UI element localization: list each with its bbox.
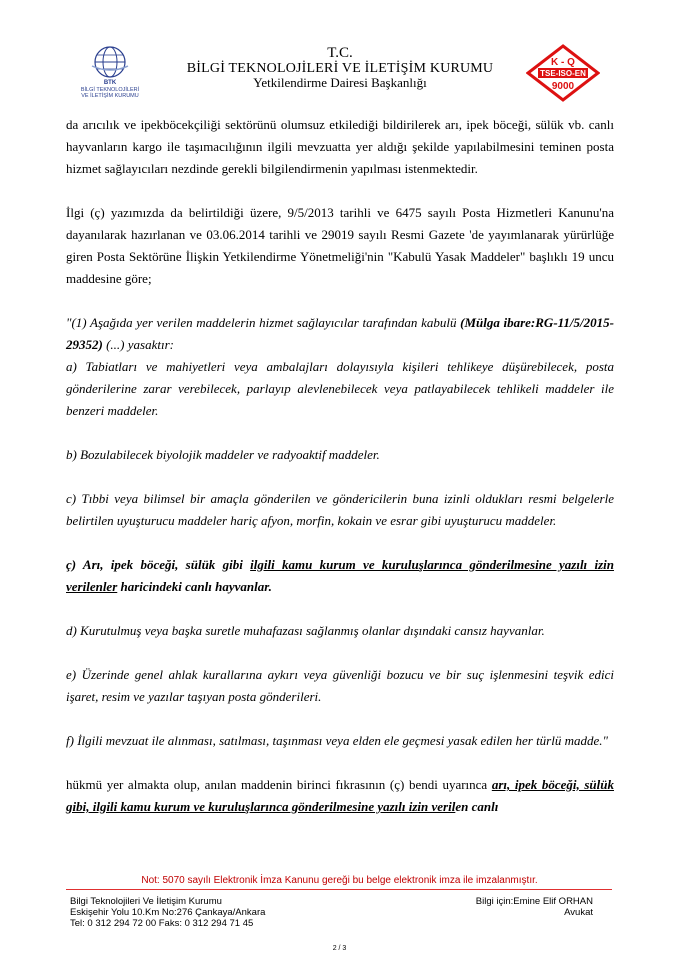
kq-mid: TSE-ISO-EN: [540, 69, 586, 78]
footer-divider: [66, 889, 612, 890]
item-cc-c: haricindeki canlı hayvanlar.: [117, 579, 272, 594]
header-institution: BİLGİ TEKNOLOJİLERİ VE İLETİŞİM KURUMU: [186, 61, 494, 76]
item-a: a) Tabiatları ve mahiyetleri veya ambalajları dolayısıyla kişileri tehlikeye düşürebilecek, posta gönderilerine zarar verebilecek, parlayıp alevlenebilecek veya patlayabilecek tehlikeli maddeler ile benzeri maddeler.: [66, 359, 614, 418]
item-e: e) Üzerinde genel ahlak kurallarına aykırı veya güvenliği bozucu ve bir suç işlenmesini teşvik edici işaret, resim ve yazılar taşıyan posta gönderileri.: [66, 667, 614, 704]
item-cc-b: ilgili kamu kurum ve kuruluşlarınca gönderilmesine yazılı izin verilenler: [66, 557, 614, 594]
item-f: f) İlgili mevzuat ile alınması, satılması, taşınması veya elden ele geçmesi yasak edilen her türlü madde.": [66, 733, 608, 748]
item-c: c) Tıbbi veya bilimsel bir amaçla gönderilen ve göndericilerin buna izinli oldukları resmi belgelerle belirtilen uyuşturucu maddeler hariç afyon, morfin, kokain ve esrar gibi uyuşturucu maddeler.: [66, 491, 614, 528]
paragraph-last: [66, 774, 614, 818]
btk-sub1: BİLGİ TEKNOLOJİLERİ: [80, 87, 140, 93]
header-title: [180, 46, 500, 90]
footer-contact-title: Avukat: [564, 907, 593, 918]
footer-contact-person: Bilgi için:Emine Elif ORHAN: [475, 896, 593, 907]
footer-street: Eskişehir Yolu 10.Km No:276 Çankaya/Ankara: [70, 907, 266, 918]
paragraph-2: İlgi (ç) yazımızda da belirtildiği üzere, 9/5/2013 tarihli ve 6475 sayılı Posta Hizmetleri Kanunu'na dayanılarak hazırlanan ve 03.06.2014 tarihli ve 29019 sayılı Resmi Gazete 'de yayımlanarak yürürlüğe giren Posta Sektörüne İlişkin Yetkilendirme Yönetmeliği'nin "Kabulü Yasak Maddeler" başlıklı 19 uncu maddesine göre;: [66, 205, 614, 286]
globe-icon: [90, 46, 130, 80]
header-tc: T.C.: [327, 45, 353, 61]
btk-logo: [70, 46, 150, 104]
quote-intro-c: (...) yasaktır:: [102, 337, 174, 352]
item-cc-a: ç) Arı, ipek böceği, sülük gibi: [66, 557, 251, 572]
item-d: d) Kurutulmuş veya başka suretle muhafazası sağlanmış olanlar dışındaki cansız hayvanlar.: [66, 623, 545, 638]
letter-body: [66, 114, 614, 818]
e-signature-note: Not: 5070 sayılı Elektronik İmza Kanunu gereği bu belge elektronik imza ile imzalanmıştır.: [141, 875, 538, 886]
page-number: 2 / 3: [332, 945, 347, 952]
quote-intro-a: "(1) Aşağıda yer verilen maddelerin hizmet sağlayıcılar tarafından kabulü: [66, 315, 461, 330]
quote-intro-b: (Mülga ibare:RG-11/5/2015-29352): [66, 315, 614, 352]
paragraph-last-c: en canlı: [455, 799, 499, 814]
footer-phone: Tel: 0 312 294 72 00 Faks: 0 312 294 71 45: [70, 918, 254, 929]
tse-logo: [526, 44, 600, 102]
paragraph-last-b: arı, ipek böceği, sülük gibi, ilgili kamu kurum ve kuruluşlarınca gönderilmesine yazılı izin veril: [66, 777, 614, 814]
footer-contact: [476, 896, 593, 918]
kq-top: K - Q: [551, 57, 575, 68]
btk-brand: BTK: [103, 80, 117, 86]
item-b: b) Bozulabilecek biyolojik maddeler ve radyoaktif maddeler.: [66, 447, 380, 462]
paragraph-1: da arıcılık ve ipekböcekçiliği sektörünü olumsuz etkilediği bildirilerek arı, ipek böceği, sülük vb. canlı hayvanların kargo ile taşımacılığının ilgili mevzuatta yer aldığı şekilde yapılabilmesini teminen posta hizmet sağlayıcıları nezdinde gerekli bilgilendirmenin yapılması istenmektedir.: [66, 117, 614, 176]
quote-intro: [66, 312, 614, 356]
header-department: Yetkilendirme Dairesi Başkanlığı: [253, 75, 427, 90]
footer-address: [70, 896, 265, 929]
btk-sub2: VE İLETİŞİM KURUMU: [81, 93, 139, 99]
letterhead: [0, 0, 679, 110]
kq-seal-icon: [526, 44, 600, 102]
item-cc: [66, 554, 614, 598]
kq-num: 9000: [551, 81, 575, 92]
paragraph-last-a: hükmü yer almakta olup, anılan maddenin birinci fıkrasının (ç) bendi uyarınca: [66, 777, 492, 792]
footer-org: Bilgi Teknolojileri Ve İletişim Kurumu: [70, 896, 222, 907]
